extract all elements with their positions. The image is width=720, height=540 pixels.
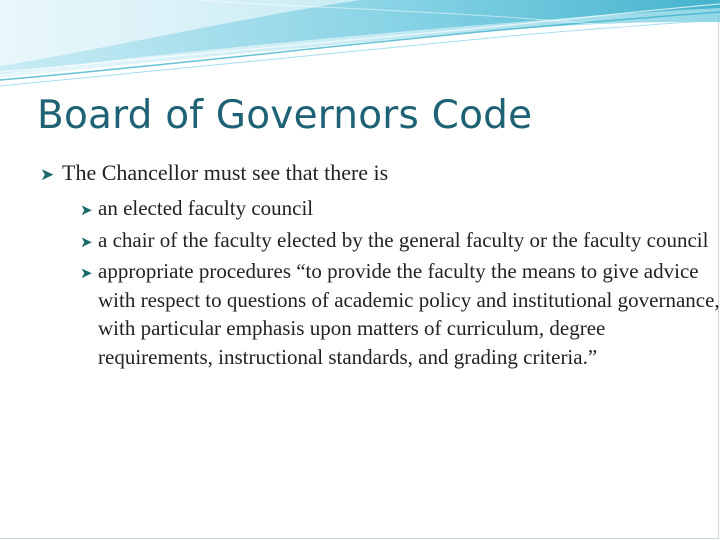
sub-bullet-text: appropriate procedures “to provide the faculty the means to give advice with respect to questions of academic policy and institutional governance, with particular emphasis upon matters of curriculum, degree requirements, instructional standards, and grading criteria.” bbox=[98, 259, 720, 369]
main-bullet-text: The Chancellor must see that there is bbox=[62, 160, 389, 185]
sub-bullet bbox=[80, 226, 720, 255]
arrow-bullet-icon: ➤ bbox=[40, 165, 55, 185]
sub-bullet-text: an elected faculty council bbox=[98, 196, 314, 220]
main-bullet bbox=[40, 158, 700, 188]
arrow-bullet-icon: ➤ bbox=[80, 232, 93, 251]
sub-bullet-text: a chair of the faculty elected by the general faculty or the faculty council bbox=[98, 227, 709, 252]
sub-bullet bbox=[80, 257, 720, 371]
sub-bullet bbox=[80, 194, 720, 223]
slide-title: Board of Governors Code bbox=[37, 93, 533, 138]
arrow-bullet-icon: ➤ bbox=[80, 264, 93, 282]
slide-content bbox=[40, 158, 720, 374]
arrow-bullet-icon: ➤ bbox=[80, 201, 93, 219]
